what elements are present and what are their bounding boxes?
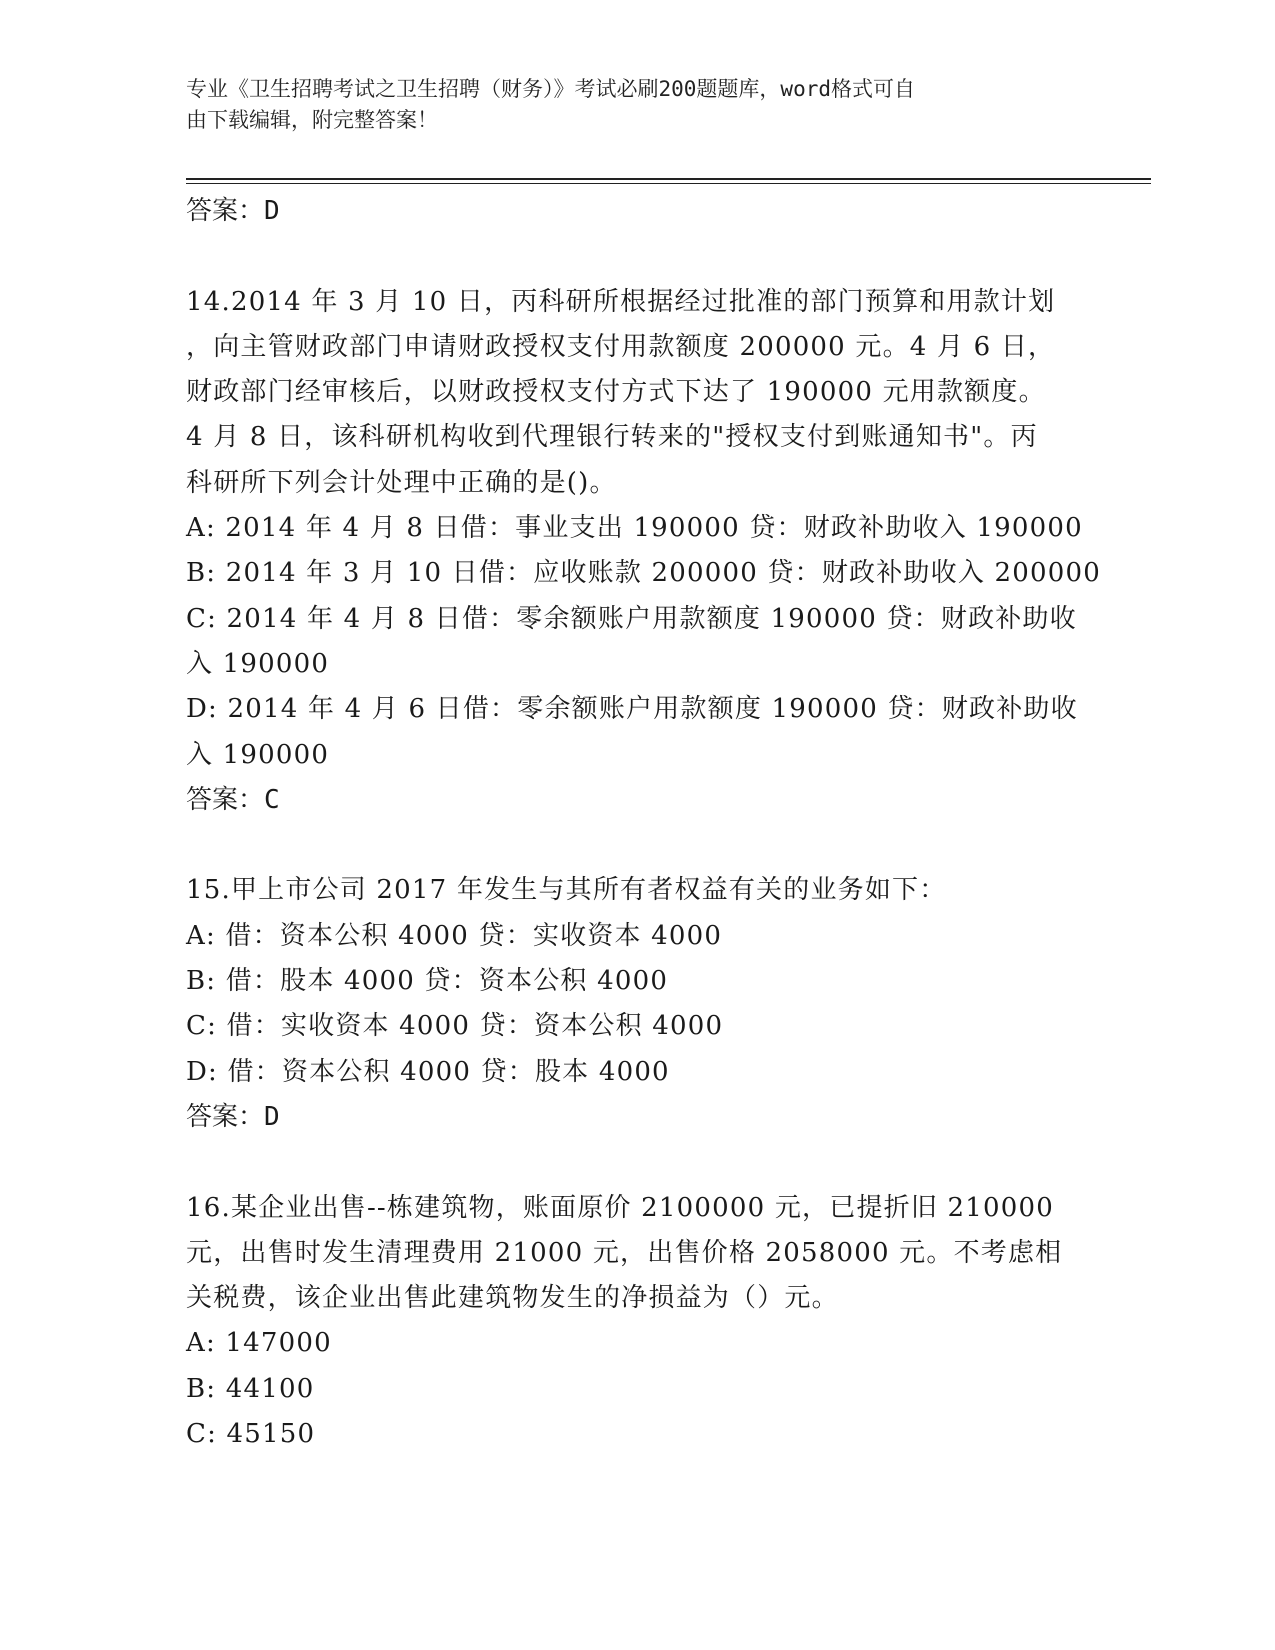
header-divider-thin xyxy=(186,183,1151,184)
question-16-option-b: B: 44100 xyxy=(186,1373,315,1404)
question-14-option-a: A: 2014 年 4 月 8 日借：事业支出 190000 贷：财政补助收入 190000 xyxy=(186,513,1083,544)
question-15-option-a: A: 借：资本公积 4000 贷：实收资本 4000 xyxy=(186,920,723,951)
spacer xyxy=(186,234,1086,279)
question-14-option-d: D: 2014 年 4 月 6 日借：零余额账户用款额度 190000 贷：财政补助收 xyxy=(186,694,1078,725)
previous-answer: 答案：D xyxy=(186,196,280,226)
spacer xyxy=(186,823,1086,868)
question-14 xyxy=(186,280,1101,824)
question-14-option-c: C: 2014 年 4 月 8 日借：零余额账户用款额度 190000 贷：财政补助收 xyxy=(186,603,1077,634)
question-14-stem-line: ，向主管财政部门申请财政授权支付用款额度 200000 元。4 月 6 日， xyxy=(186,331,1056,362)
question-16-stem-line: 16.某企业出售--栋建筑物，账面原价 2100000 元，已提折旧 210000 xyxy=(186,1192,1054,1223)
question-16-option-a: A: 147000 xyxy=(186,1328,332,1359)
spacer xyxy=(186,1140,1086,1185)
header-line-1: 专业《卫生招聘考试之卫生招聘（财务）》考试必刷200题题库，word格式可自 xyxy=(186,77,915,101)
question-14-stem-line: 科研所下列会计处理中正确的是()。 xyxy=(186,467,617,498)
question-15-option-c: C: 借：实收资本 4000 贷：资本公积 4000 xyxy=(186,1011,724,1042)
question-16 xyxy=(186,1186,1086,1458)
question-16-stem-line: 关税费，该企业出售此建筑物发生的净损益为（）元。 xyxy=(186,1283,839,1314)
question-14-stem-line: 4 月 8 日，该科研机构收到代理银行转来的"授权支付到账通知书"。丙 xyxy=(186,422,1038,453)
question-14-stem-line: 14.2014 年 3 月 10 日，丙科研所根据经过批准的部门预算和用款计划 xyxy=(186,286,1056,317)
question-16-stem-line: 元，出售时发生清理费用 21000 元，出售价格 2058000 元。不考虑相 xyxy=(186,1237,1063,1268)
question-16-option-c: C: 45150 xyxy=(186,1419,316,1450)
question-14-stem-line: 财政部门经审核后，以财政授权支付方式下达了 190000 元用款额度。 xyxy=(186,377,1046,408)
document-header xyxy=(186,74,1066,136)
question-14-option-b: B: 2014 年 3 月 10 日借：应收账款 200000 贷：财政补助收入 200000 xyxy=(186,558,1101,589)
question-14-option-c-continued: 入 190000 xyxy=(186,648,330,679)
question-15-answer: 答案：D xyxy=(186,1101,280,1132)
question-15-option-b: B: 借：股本 4000 贷：资本公积 4000 xyxy=(186,966,669,997)
question-14-option-d-continued: 入 190000 xyxy=(186,739,330,770)
header-line-2: 由下载编辑，附完整答案！ xyxy=(186,108,438,132)
question-15 xyxy=(186,868,1086,1140)
question-14-answer: 答案：C xyxy=(186,784,280,815)
question-15-option-d: D: 借：资本公积 4000 贷：股本 4000 xyxy=(186,1056,670,1087)
header-divider-thick xyxy=(186,178,1151,180)
document-body xyxy=(186,189,1101,1457)
question-15-stem: 15.甲上市公司 2017 年发生与其所有者权益有关的业务如下： xyxy=(186,875,947,906)
